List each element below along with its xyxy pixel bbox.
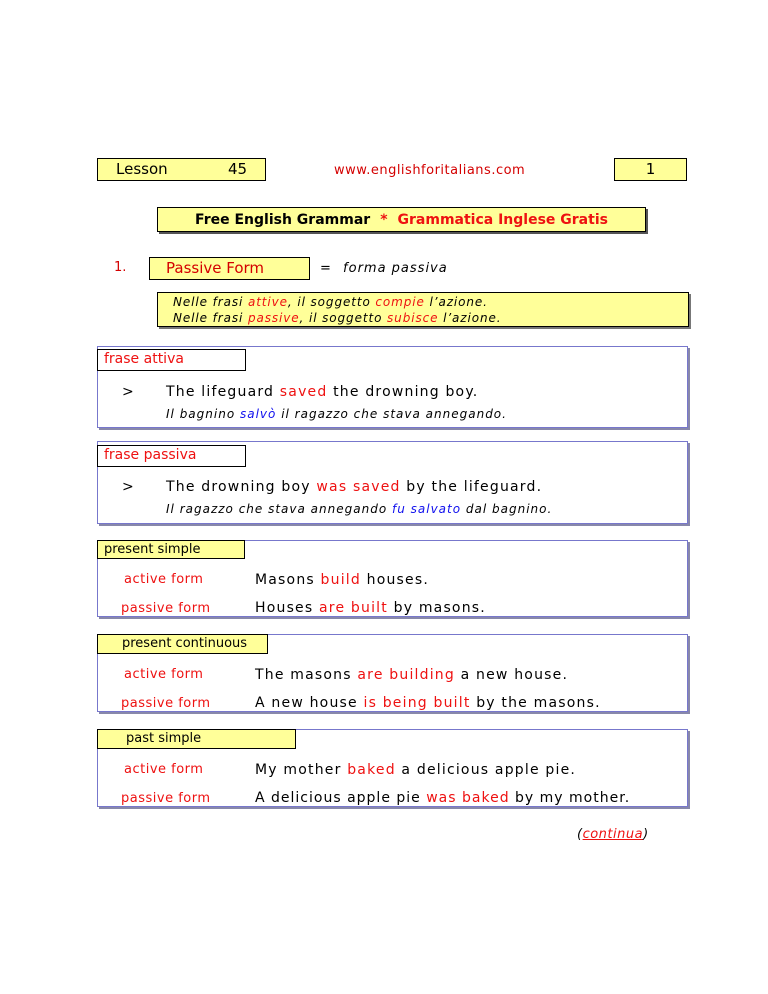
lesson-number: 45 [228, 160, 248, 178]
past-simple-passive-label: passive form [121, 791, 211, 806]
present-simple-passive: Houses are built by masons. [255, 600, 486, 616]
continua-link[interactable]: (continua) [577, 827, 649, 842]
lesson-box [97, 158, 266, 181]
passive-marker: > [122, 479, 135, 495]
active-sentence-tag: frase attiva [97, 349, 246, 371]
equals-sign: = [320, 261, 332, 276]
present-simple-active: Masons build houses. [255, 572, 429, 588]
title-right: Grammatica Inglese Gratis [397, 211, 608, 228]
present-continuous-active-label: active form [124, 667, 204, 682]
topic-name: Passive Form [166, 259, 265, 277]
topic-number: 1. [114, 260, 127, 275]
topic-translation-row [320, 261, 448, 276]
past-simple-passive: A delicious apple pie was baked by my mother. [255, 790, 631, 806]
present-continuous-passive: A new house is being built by the masons. [255, 695, 601, 711]
active-sentence-en: The lifeguard saved the drowning boy. [166, 384, 479, 400]
passive-sentence-tag: frase passiva [97, 445, 246, 467]
past-simple-active-label: active form [124, 762, 204, 777]
passive-sentence-en: The drowning boy was saved by the lifeguard. [166, 479, 543, 495]
present-continuous-tag: present continuous [97, 634, 268, 654]
past-simple-active: My mother baked a delicious apple pie. [255, 762, 577, 778]
past-simple-tag: past simple [97, 729, 296, 749]
active-sentence-it: Il bagnino salvò il ragazzo che stava annegando. [166, 407, 507, 421]
present-continuous-active: The masons are building a new house. [255, 667, 569, 683]
intro-line-1: Nelle frasi attive, il soggetto compie l’azione. [173, 295, 488, 309]
page-number: 1 [645, 160, 656, 178]
page-title-box [157, 207, 646, 232]
lesson-label: Lesson [116, 160, 168, 178]
intro-line-2: Nelle frasi passive, il soggetto subisce l’azione. [173, 311, 502, 325]
website-link[interactable]: www.englishforitalians.com [334, 163, 526, 178]
present-continuous-passive-label: passive form [121, 696, 211, 711]
present-simple-tag: present simple [97, 540, 245, 559]
star-icon: * [380, 211, 388, 228]
present-simple-active-label: active form [124, 572, 204, 587]
topic-name-box [149, 257, 310, 280]
title-left: Free English Grammar [195, 211, 371, 228]
topic-translation: forma passiva [343, 261, 448, 276]
passive-sentence-it: Il ragazzo che stava annegando fu salvato dal bagnino. [166, 502, 553, 516]
active-marker: > [122, 384, 135, 400]
present-simple-passive-label: passive form [121, 601, 211, 616]
page-number-box [614, 158, 687, 181]
intro-box [157, 292, 689, 327]
